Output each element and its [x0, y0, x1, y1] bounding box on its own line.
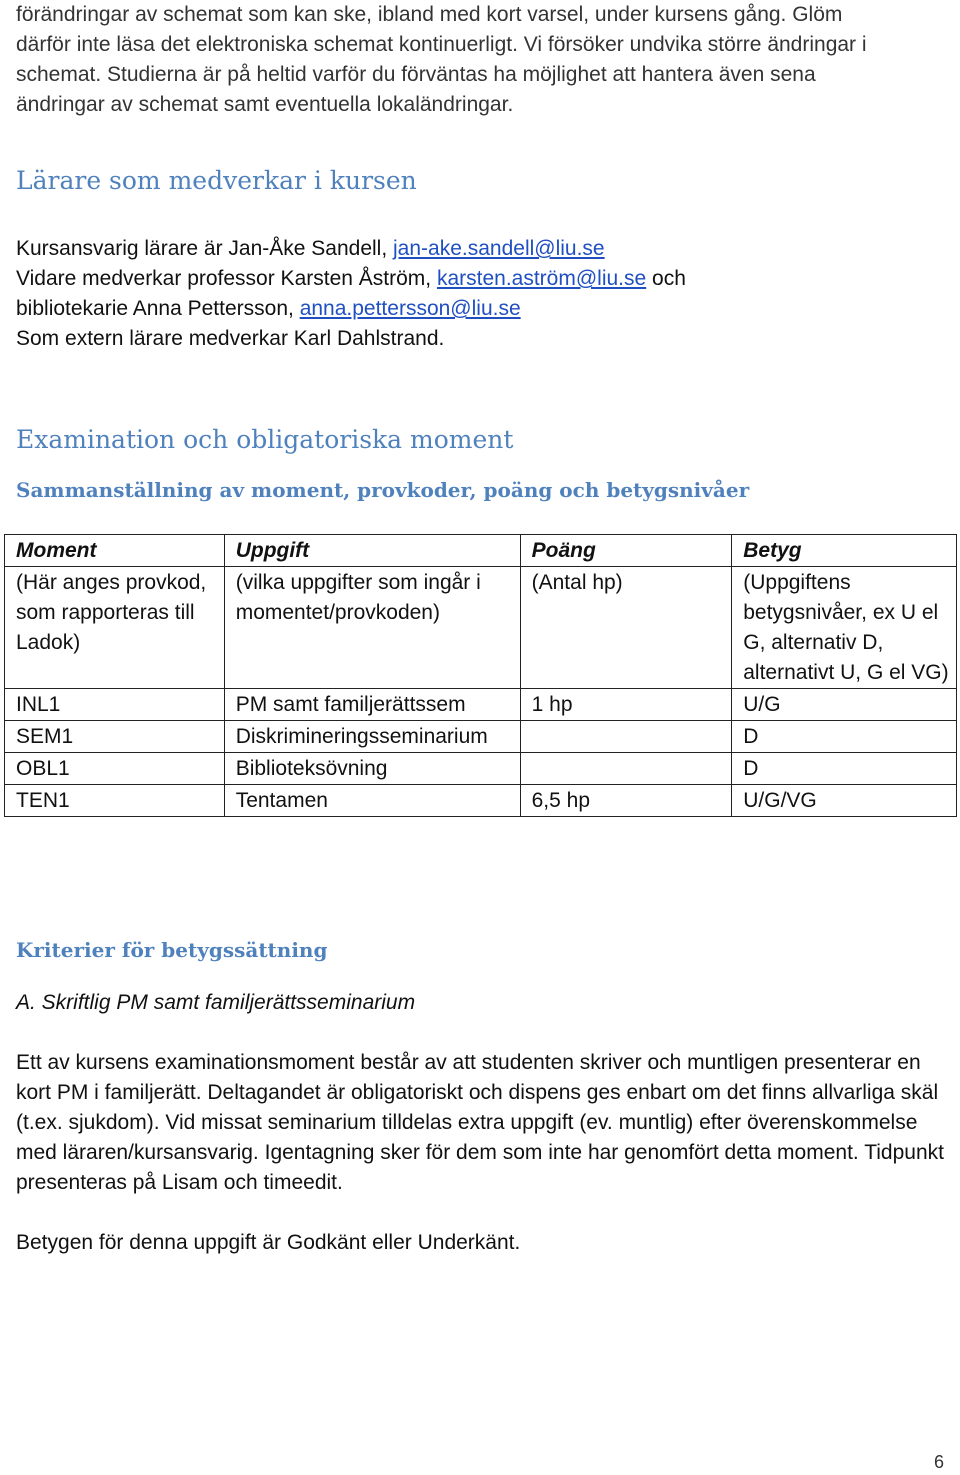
criteria-grade-paragraph: Betygen för denna uppgift är Godkänt eller Underkänt. — [16, 1231, 521, 1254]
table-cell: 6,5 hp — [520, 785, 732, 817]
column-header-poang: Poäng — [520, 535, 732, 567]
table-cell — [520, 753, 732, 785]
teacher-text-suffix: och — [646, 267, 686, 290]
intro-line: schemat. Studierna är på heltid varför du förväntas ha möjlighet att hantera även sena — [16, 63, 816, 86]
table-row — [5, 689, 957, 721]
teacher-text: Kursansvarig lärare är Jan-Åke Sandell, — [16, 237, 394, 260]
table-cell: U/G/VG — [732, 785, 957, 817]
table-cell: (Uppgiftens betygsnivåer, ex U el G, alternativ D, alternativt U, G el VG) — [732, 567, 957, 689]
teacher-text: bibliotekarie Anna Pettersson, — [16, 297, 300, 320]
table-cell: (vilka uppgifter som ingår i momentet/provkoden) — [224, 567, 520, 689]
teachers-section — [16, 234, 946, 354]
table-header-row — [5, 535, 957, 567]
table-cell: SEM1 — [5, 721, 225, 753]
teacher-line-external: Som extern lärare medverkar Karl Dahlstrand. — [16, 327, 445, 350]
exam-table — [4, 534, 957, 817]
intro-line: ändringar av schemat samt eventuella lokaländringar. — [16, 93, 514, 116]
table-description-row — [5, 567, 957, 689]
table-cell: (Antal hp) — [520, 567, 732, 689]
table-cell: TEN1 — [5, 785, 225, 817]
exam-heading: Examination och obligatoriska moment — [16, 425, 514, 454]
table-cell: INL1 — [5, 689, 225, 721]
table-cell — [520, 721, 732, 753]
table-row — [5, 721, 957, 753]
teacher-line-professor — [16, 264, 946, 294]
email-link-pettersson[interactable]: anna.pettersson@liu.se — [299, 297, 521, 320]
email-link-sandell[interactable]: jan-ake.sandell@liu.se — [393, 237, 605, 260]
intro-line: därför inte läsa det elektroniska schemat kontinuerligt. Vi försöker undvika större ändringar i — [16, 33, 867, 56]
table-cell: Biblioteksövning — [224, 753, 520, 785]
page-number: 6 — [933, 1452, 944, 1472]
teachers-heading: Lärare som medverkar i kursen — [16, 166, 417, 195]
email-link-astrom[interactable]: karsten.aström@liu.se — [436, 267, 647, 290]
teacher-line-responsible — [16, 234, 946, 264]
intro-paragraph — [16, 0, 946, 120]
column-header-moment: Moment — [5, 535, 225, 567]
table-cell: Tentamen — [224, 785, 520, 817]
table-cell: U/G — [732, 689, 957, 721]
table-cell: (Här anges provkod, som rapporteras till Ladok) — [5, 567, 225, 689]
table-cell: Diskrimineringsseminarium — [224, 721, 520, 753]
table-row — [5, 785, 957, 817]
column-header-betyg: Betyg — [732, 535, 957, 567]
intro-line: förändringar av schemat som kan ske, ibland med kort varsel, under kursens gång. Glöm — [16, 3, 843, 26]
criteria-paragraph: Ett av kursens examinationsmoment består av att studenten skriver och muntligen presenterar en kort PM i familjerätt. Deltagandet är obligatoriskt och dispens ges enbart om det finns allvarliga skäl (t.ex. sjukdom). Vid missat seminarium tilldelas extra uppgift (ev. muntlig) efter överenskommelse med läraren/kursansvarig. Igentagning sker för dem som inte har genomfört detta moment. Tidpunkt presenteras på Lisam och timeedit. — [16, 1051, 944, 1194]
column-header-uppgift: Uppgift — [224, 535, 520, 567]
table-cell: OBL1 — [5, 753, 225, 785]
table-cell: 1 hp — [520, 689, 732, 721]
criteria-subheading: A. Skriftlig PM samt familjerättsseminarium — [16, 991, 416, 1014]
table-cell: D — [732, 753, 957, 785]
exam-subheading: Sammanställning av moment, provkoder, poäng och betygsnivåer — [16, 478, 750, 502]
teacher-line-librarian — [16, 294, 946, 324]
table-row — [5, 753, 957, 785]
criteria-heading: Kriterier för betygssättning — [16, 938, 328, 962]
teacher-text: Vidare medverkar professor Karsten Åström, — [16, 267, 437, 290]
table-cell: D — [732, 721, 957, 753]
table-cell: PM samt familjerättssem — [224, 689, 520, 721]
